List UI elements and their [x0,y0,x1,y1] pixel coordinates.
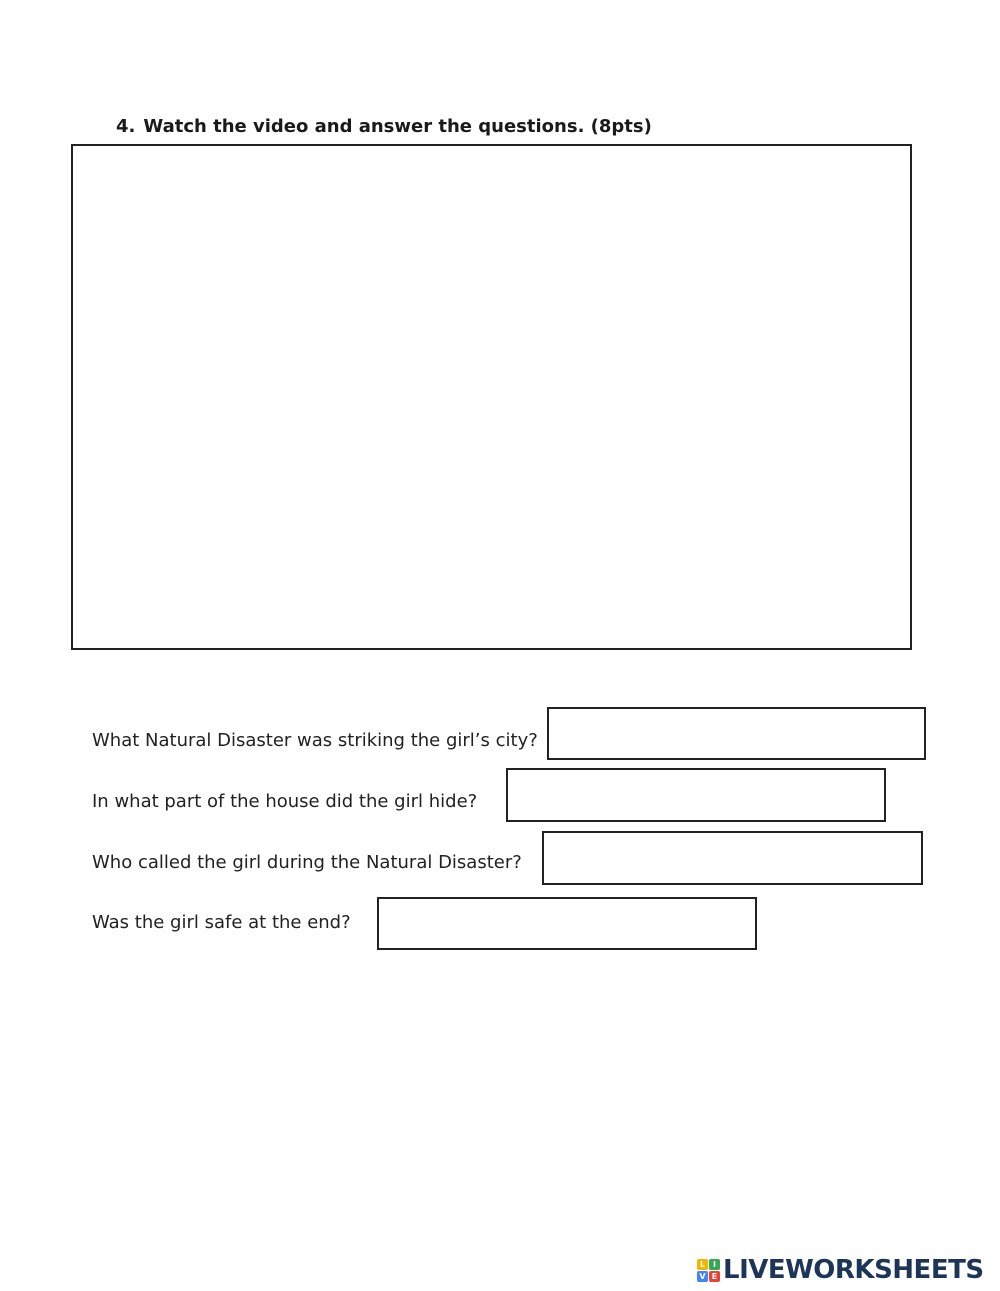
answer-4-input[interactable] [377,897,757,950]
question-2-label: In what part of the house did the girl hide? [92,791,478,812]
question-3-label: Who called the girl during the Natural Disaster? [92,852,522,873]
brand-logo-icon [697,1259,720,1282]
logo-tile-v: V [697,1271,708,1282]
answer-1-input[interactable] [547,707,926,760]
video-player-area[interactable] [71,144,912,650]
answer-3-input[interactable] [542,831,923,885]
liveworksheets-logo [697,1253,984,1287]
section-title: Watch the video and answer the questions. (8pts) [143,116,652,137]
logo-tile-l: L [697,1259,708,1270]
question-1-label: What Natural Disaster was striking the girl’s city? [92,730,538,751]
section-heading [116,116,652,137]
section-number: 4. [116,116,136,137]
question-4-label: Was the girl safe at the end? [92,912,351,933]
logo-tile-i: I [709,1259,720,1270]
brand-name: LIVEWORKSHEETS [723,1255,984,1285]
logo-tile-e: E [709,1271,720,1282]
answer-2-input[interactable] [506,768,886,822]
